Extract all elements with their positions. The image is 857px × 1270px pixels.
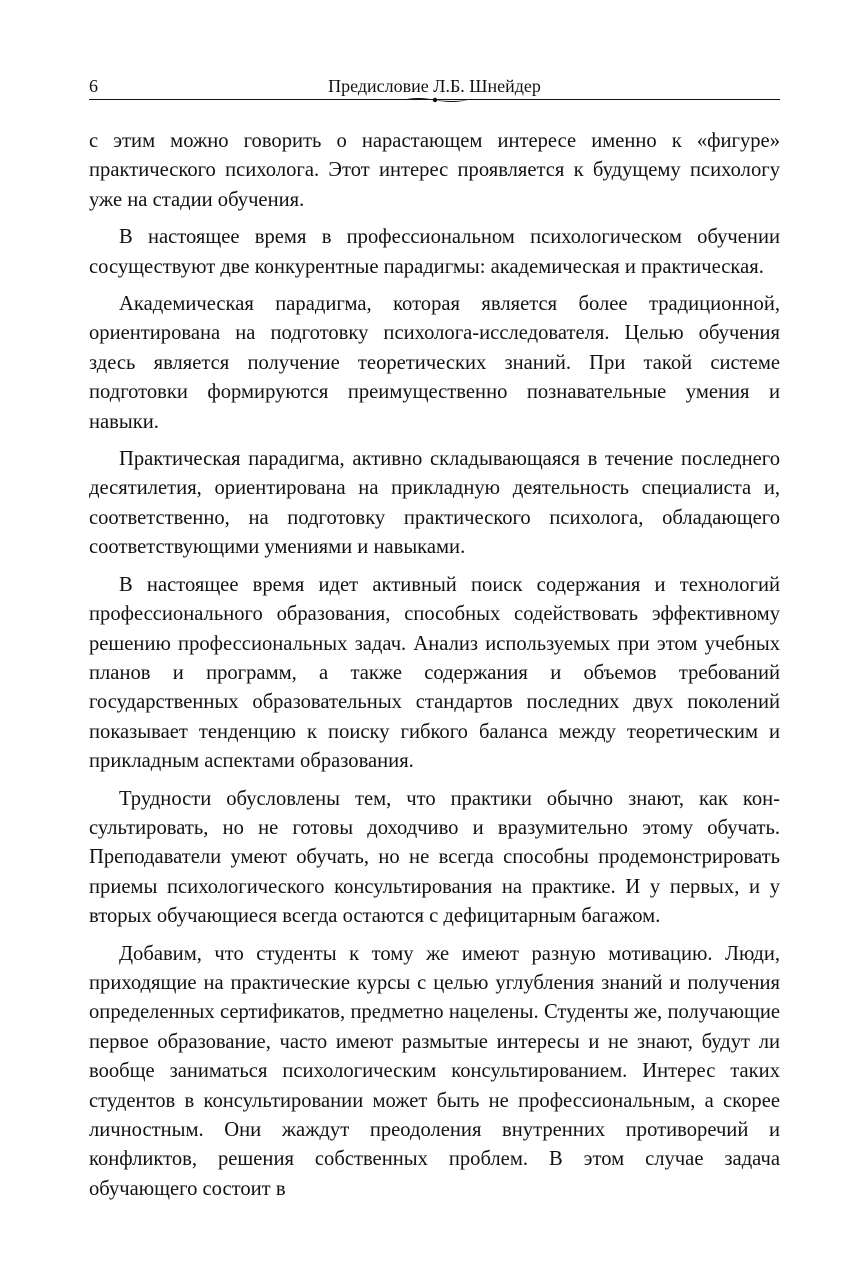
- paragraph-3: Академическая парадигма, которая является более традиционной, ориентирована на подготовку психолога-исследователя. Целью обучения здесь является получение теоретических знаний. При такой системе подготовки формируются преимущественно познавательные умения и навыки.: [89, 293, 780, 433]
- paragraph-6: Трудности обусловлены тем, что практики обычно знают, как консультировать, но не готовы доходчиво и вразумительно этому обучать. Преподаватели умеют обучать, но не всегда способны продемонстрировать приемы психологического консультирования на практике. И у первых, и у вторых обучающиеся всегда остаются с дефицитарным багажом.: [89, 787, 780, 928]
- paragraph-5: В настоящее время идет активный поиск содержания и технологий профессионального образования, способных содействовать эффективному решению профессиональных задач. Анализ используемых при этом учебных планов и программ, а также содержания и объемов требований государственных образовательных стандартов последних двух поколений показывает тенденцию к поиску гибкого баланса между теоретическим и прикладным аспектами образования.: [89, 573, 780, 773]
- book-page: [89, 72, 780, 1212]
- running-title: Предисловие Л.Б. Шнейдер: [328, 76, 541, 96]
- page-number: 6: [89, 76, 98, 96]
- paragraph-2: В настоящее время в профессиональном психологическом обучении сосуществуют две конкурентные парадигмы: академическая и практическая.: [89, 226, 780, 278]
- page-header: [89, 72, 780, 100]
- paragraph-4: Практическая парадигма, активно складывающаяся в течение последнего десятилетия, ориентирована на прикладную деятельность специалиста и, соответственно, на подготовку практического психолога, обладающего соответствующими умениями и навыками.: [89, 448, 780, 559]
- paragraph-7: Добавим, что студенты к тому же имеют разную мотивацию. Люди, приходящие на практические курсы с целью углубления знаний и получения определенных сертификатов, предметно нацелены. Студенты же, получающие первое образование, часто имеют размытые интересы и не знают, будут ли вообще заниматься психологическим консультированием. Интерес таких студентов в консультировании может быть не профессиональным, а скорее личностным. Они жаждут преодоления внутренних противоречий и конфликтов, решения собственных проблем. В этом случае задача обучающего состоит в: [89, 942, 780, 1200]
- header-ornament-icon: [402, 96, 468, 104]
- paragraph-1: с этим можно говорить о нарастающем интересе именно к «фигуре» практического психолога. Этот интерес проявляется к будущему психологу уже на стадии обучения.: [89, 130, 780, 211]
- body-text: [89, 127, 780, 1204]
